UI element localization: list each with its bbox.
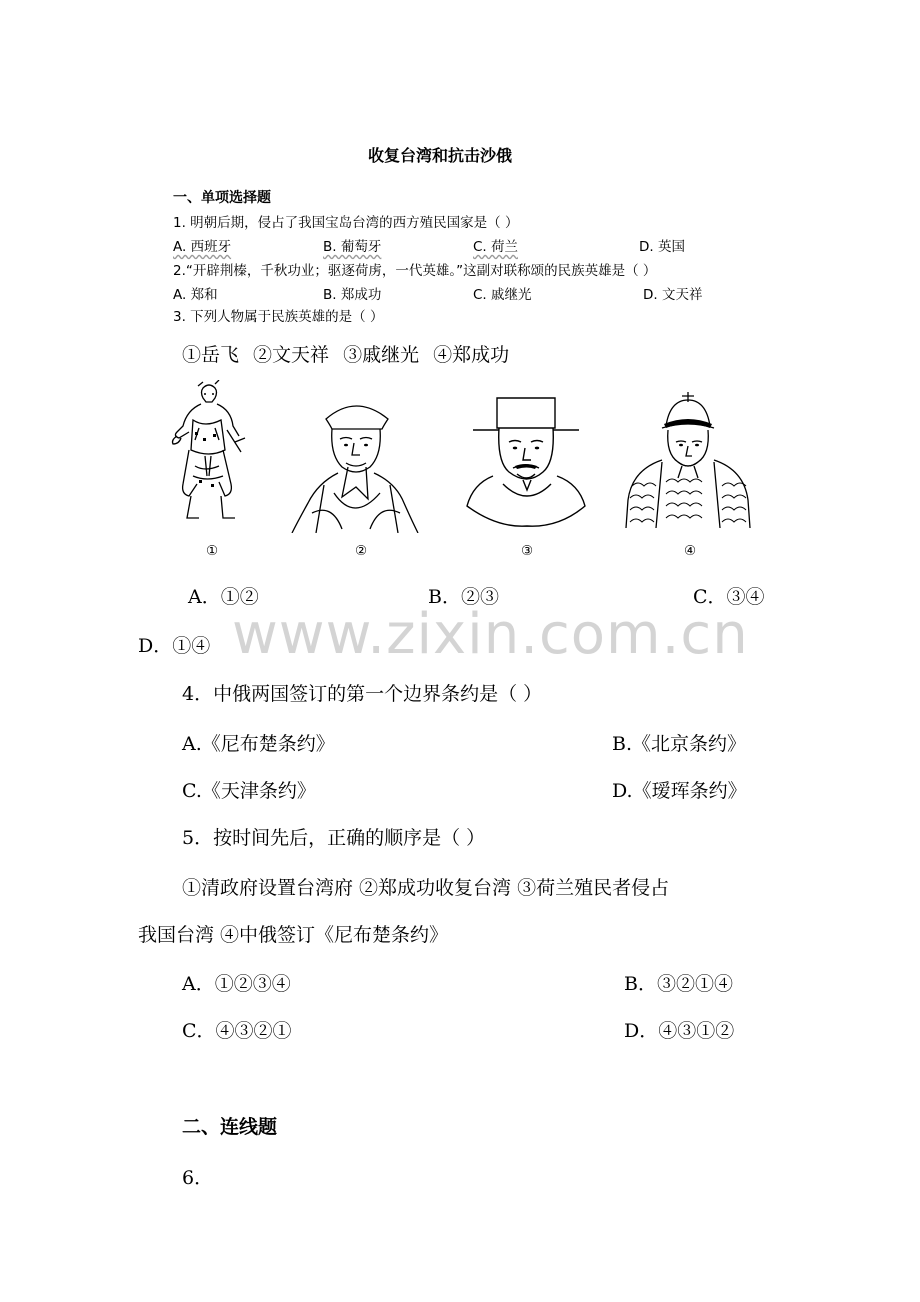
page-title: 收复台湾和抗击沙俄 — [368, 146, 513, 165]
q1-option-b: B. 葡萄牙 — [323, 239, 382, 255]
q3-pic-label-2: ② — [355, 543, 368, 559]
q6-number: 6． — [182, 1167, 214, 1189]
q5-option-d: D．④③①② — [624, 1020, 735, 1042]
q1-option-d: D. 英国 — [639, 239, 685, 255]
q5-sequence-line-1: ①清政府设置台湾府 ②郑成功收复台湾 ③荷兰殖民者侵占 — [182, 877, 670, 899]
q5-option-a: A．①②③④ — [182, 973, 291, 995]
q5-stem: 5．按时间先后，正确的顺序是（ ） — [182, 827, 486, 849]
q3-pic-label-3: ③ — [521, 543, 534, 559]
portrait-wen-tianxiang-image — [288, 393, 423, 533]
q3-option-c: C．③④ — [693, 586, 765, 608]
q4-stem: 4．中俄两国签订的第一个边界条约是（ ） — [182, 683, 543, 705]
q3-option-d: D．①④ — [138, 635, 211, 657]
q4-option-a: A.《尼布楚条约》 — [182, 733, 335, 755]
portrait-qi-jiguang-image — [463, 390, 588, 530]
q4-option-c: C.《天津条约》 — [182, 780, 316, 802]
q1-option-c: C. 荷兰 — [473, 239, 519, 255]
q3-pic-label-1: ① — [206, 543, 219, 559]
q3-stem: 3. 下列人物属于民族英雄的是（ ） — [173, 309, 384, 325]
q2-option-b: B. 郑成功 — [323, 287, 382, 303]
portrait-zheng-chenggong-image — [622, 390, 754, 530]
q2-option-d: D. 文天祥 — [643, 287, 703, 303]
q1-stem: 1. 明朝后期，侵占了我国宝岛台湾的西方殖民国家是（ ） — [173, 215, 519, 231]
q4-option-b: B.《北京条约》 — [612, 733, 747, 755]
q5-sequence-line-2: 我国台湾 ④中俄签订《尼布楚条约》 — [138, 924, 449, 946]
q3-items: ①岳飞 ②文天祥 ③戚继光 ④郑成功 — [182, 344, 510, 366]
q3-option-b: B．②③ — [428, 586, 499, 608]
section-heading-2: 二、连线题 — [182, 1116, 278, 1138]
q5-option-c: C．④③②① — [182, 1020, 292, 1042]
q2-option-a: A. 郑和 — [173, 287, 218, 303]
watermark-text: www.zixin.com.cn — [232, 602, 749, 667]
section-heading-1: 一、单项选择题 — [173, 190, 271, 206]
q4-option-d: D.《瑷珲条约》 — [612, 780, 747, 802]
q3-pic-label-4: ④ — [684, 543, 697, 559]
q1-option-a: A. 西班牙 — [173, 239, 232, 255]
q5-option-b: B．③②①④ — [624, 973, 733, 995]
q2-option-c: C. 戚继光 — [473, 287, 532, 303]
q2-stem: 2.“开辟荆榛，千秋功业；驱逐荷虏，一代英雄。”这副对联称颂的民族英雄是（ ） — [173, 263, 657, 279]
portrait-yue-fei-image — [165, 380, 250, 530]
q3-option-a: A．①② — [188, 586, 259, 608]
